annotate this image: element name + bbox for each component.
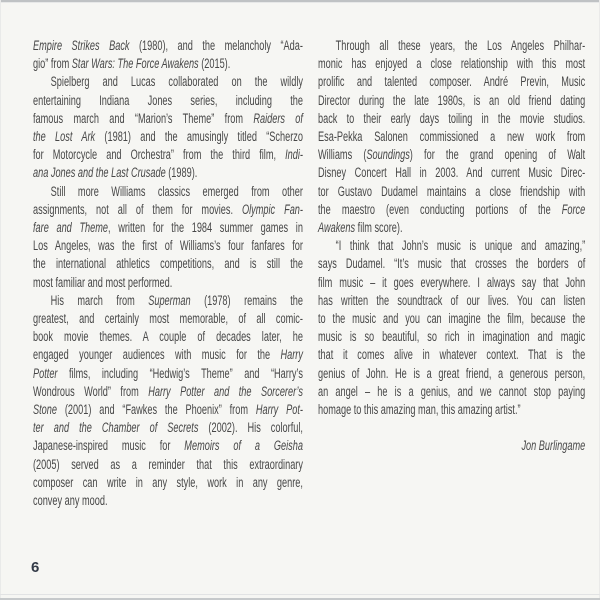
text-line: Jon Burlingame <box>521 438 586 454</box>
text-line: fare and Theme, written for the 1984 summer games in <box>33 220 303 236</box>
text-line: says Dudamel. “It’s music that crosses the borders of <box>318 256 586 272</box>
paragraph <box>33 292 303 510</box>
text-line: (2005) served as a reminder that this extraordinary <box>33 456 303 472</box>
text-line: “I think that John’s music is unique and amazing,” <box>335 238 586 254</box>
text-line: the maestro (even conducting portions of the Force <box>318 201 586 217</box>
text-column-left <box>33 37 303 510</box>
paragraph <box>318 37 585 237</box>
text-line: Through all these years, the Los Angeles Philhar- <box>335 38 586 53</box>
text-line: gio” from Star Wars: The Force Awakens (2015). <box>33 56 231 72</box>
text-line: that it comes alive in whatever context. That is the <box>318 347 586 363</box>
text-line: to the music and you can imagine the film, because the <box>318 311 586 327</box>
text-line: Director during the late 1980s, is an old friend dating <box>318 92 586 108</box>
text-line: Still more Williams classics emerged from other <box>50 183 303 199</box>
text-line: assignments, not all of them for movies. Olympic Fan- <box>33 201 303 217</box>
text-line: famous march and “Marion’s Theme” from Raiders of <box>33 110 303 126</box>
text-line: film music – it goes everywhere. I always say that John <box>318 274 586 290</box>
page-bottom-edge-highlight <box>0 594 600 595</box>
text-line: Los Angeles, was the first of Williams’s four fanfares for <box>33 238 303 254</box>
paragraph <box>318 237 585 419</box>
text-line: an angel – he is a genius, and we cannot stop paying <box>318 383 586 399</box>
text-line: back to their early days toiling in the movie studios. <box>318 110 586 126</box>
paragraph <box>33 73 303 182</box>
page-left-edge <box>0 0 1 600</box>
author-credit <box>318 437 585 455</box>
text-line: has written the soundtrack of our lives. You can listen <box>318 292 586 308</box>
text-line: Wondrous World” from Harry Potter and the Sorcerer’s <box>33 383 303 399</box>
text-line: ter and the Chamber of Secrets (2002). His colorful, <box>33 420 303 436</box>
text-line: the international athletics competitions, and is still the <box>33 256 303 272</box>
paragraph <box>33 37 303 73</box>
text-line: Disney Concert Hall in 2003. And current Music Direc- <box>318 165 586 181</box>
text-line: Potter films, including “Hedwig’s Theme” and “Harry’s <box>33 365 303 381</box>
text-line: Spielberg and Lucas collaborated on the wildly <box>50 74 303 90</box>
text-line: for Motorcycle and Orchestra” from the third film, Indi- <box>33 147 303 163</box>
text-line: prolific and talented composer. André Previn, Music <box>318 74 586 90</box>
text-line: engaged younger audiences with music for the Harry <box>33 347 303 363</box>
text-line: Williams (Soundings) for the grand opening of Walt <box>318 147 586 163</box>
text-line: the Lost Ark (1981) and the amusingly titled “Scherzo <box>33 129 303 145</box>
text-line: Awakens film score). <box>318 220 403 236</box>
text-line: tor Gustavo Dudamel maintains a close friendship with <box>318 183 586 199</box>
text-line: Japanese-inspired music for Memoirs of a Geisha <box>33 438 303 454</box>
text-line: Empire Strikes Back (1980), and the melancholy “Ada- <box>33 38 303 53</box>
text-line: music is so beautiful, so rich in imagination and magic <box>318 329 586 345</box>
text-line: convey any mood. <box>33 493 108 509</box>
text-line: entertaining Indiana Jones series, including the <box>33 92 303 108</box>
text-line: homage to this amazing man, this amazing artist.” <box>318 402 521 418</box>
text-line: His march from Superman (1978) remains the <box>50 292 303 308</box>
text-line: ana Jones and the Last Crusade (1989). <box>33 165 198 181</box>
text-line: composer can write in any style, work in any genre, <box>33 474 303 490</box>
text-line: book movie themes. A couple of decades later, he <box>33 329 303 345</box>
text-line: monic has enjoyed a close relationship with this most <box>318 56 586 72</box>
page-number: 6 <box>31 559 40 576</box>
text-line: genius of John. He is a great friend, a generous person, <box>318 365 586 381</box>
paragraph <box>33 183 303 292</box>
text-line: Stone (2001) and “Fawkes the Phoenix” from Harry Pot- <box>33 402 303 418</box>
text-line: most familiar and most performed. <box>33 274 173 290</box>
page-top-edge-highlight <box>0 2 600 3</box>
text-line: Esa-Pekka Salonen commissioned a new work from <box>318 129 586 145</box>
text-line: greatest, and certainly most memorable, of all comic- <box>33 311 303 327</box>
text-column-right <box>318 37 585 456</box>
